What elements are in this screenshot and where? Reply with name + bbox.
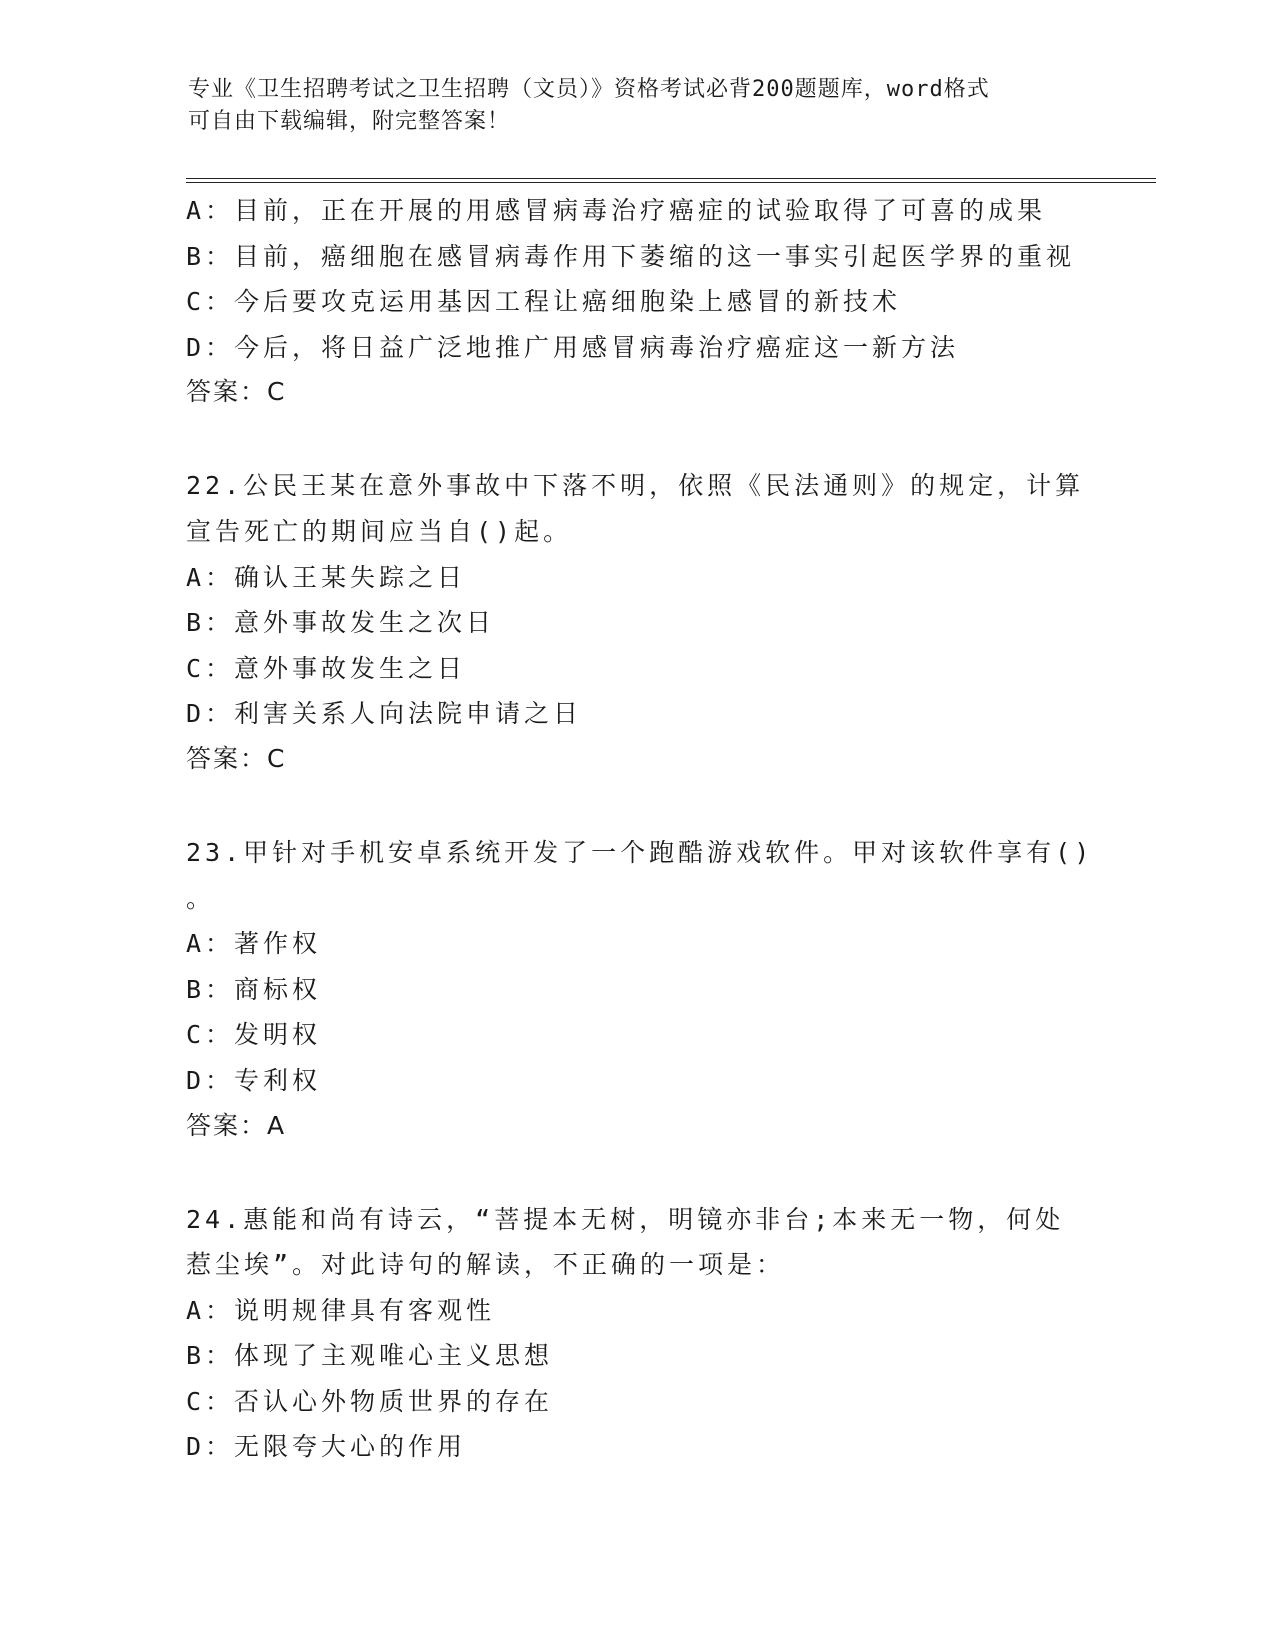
option-b: B：意外事故发生之次日: [186, 608, 496, 638]
answer-line: 答案：C: [186, 377, 287, 407]
question-24: [186, 1197, 1086, 1471]
question-list: [186, 188, 1094, 1470]
option-c: C：意外事故发生之日: [186, 653, 467, 683]
option-a: A：目前，正在开展的用感冒病毒治疗癌症的试验取得了可喜的成果: [186, 196, 1047, 225]
header-line-1: 专业《卫生招聘考试之卫生招聘（文员）》资格考试必背200题题库，word格式: [188, 77, 990, 102]
option-b: B：目前，癌细胞在感冒病毒作用下萎缩的这一事实引起医学界的重视: [186, 241, 1076, 271]
answer-line: 答案：A: [186, 1110, 287, 1140]
option-d: D：今后，将日益广泛地推广用感冒病毒治疗癌症这一新方法: [186, 332, 960, 362]
stem-line-2: 宣告死亡的期间应当自()起。: [186, 516, 573, 546]
stem-line-2: 。: [186, 883, 216, 913]
option-b: B：商标权: [186, 974, 322, 1004]
header-line-2: 可自由下载编辑，附完整答案！: [188, 109, 511, 134]
option-d: D：无限夸大心的作用: [186, 1432, 467, 1462]
option-c: C：发明权: [186, 1020, 322, 1050]
question-23: [186, 830, 1094, 1148]
option-c: C：今后要攻克运用基因工程让癌细胞染上感冒的新技术: [186, 287, 902, 317]
option-a: A：著作权: [186, 929, 322, 959]
option-d: D：专利权: [186, 1065, 322, 1095]
document-header: [188, 74, 1088, 138]
answer-line: 答案：C: [186, 743, 287, 773]
stem-line-1: 24.惠能和尚有诗云，“菩提本无树，明镜亦非台;本来无一物，何处: [186, 1204, 1065, 1234]
header-double-rule: [186, 178, 1156, 183]
spacer: [186, 781, 1086, 830]
stem-line-1: 22.公民王某在意外事故中下落不明，依照《民法通则》的规定，计算: [186, 471, 1085, 501]
question-21-continued: [186, 188, 1086, 414]
option-c: C：否认心外物质世界的存在: [186, 1386, 554, 1416]
question-stem: [186, 830, 1094, 921]
question-22: [186, 463, 1086, 781]
spacer: [186, 1148, 1086, 1197]
question-stem: [186, 1197, 1086, 1288]
question-stem: [186, 463, 1086, 554]
option-d: D：利害关系人向法院申请之日: [186, 699, 583, 729]
option-a: A：说明规律具有客观性: [186, 1295, 496, 1325]
stem-line-1: 23.甲针对手机安卓系统开发了一个跑酷游戏软件。甲对该软件享有(): [186, 837, 1094, 867]
spacer: [186, 414, 1086, 463]
option-b: B：体现了主观唯心主义思想: [186, 1341, 554, 1371]
option-a: A：确认王某失踪之日: [186, 562, 467, 592]
stem-line-2: 惹尘埃”。对此诗句的解读，不正确的一项是：: [186, 1250, 786, 1280]
